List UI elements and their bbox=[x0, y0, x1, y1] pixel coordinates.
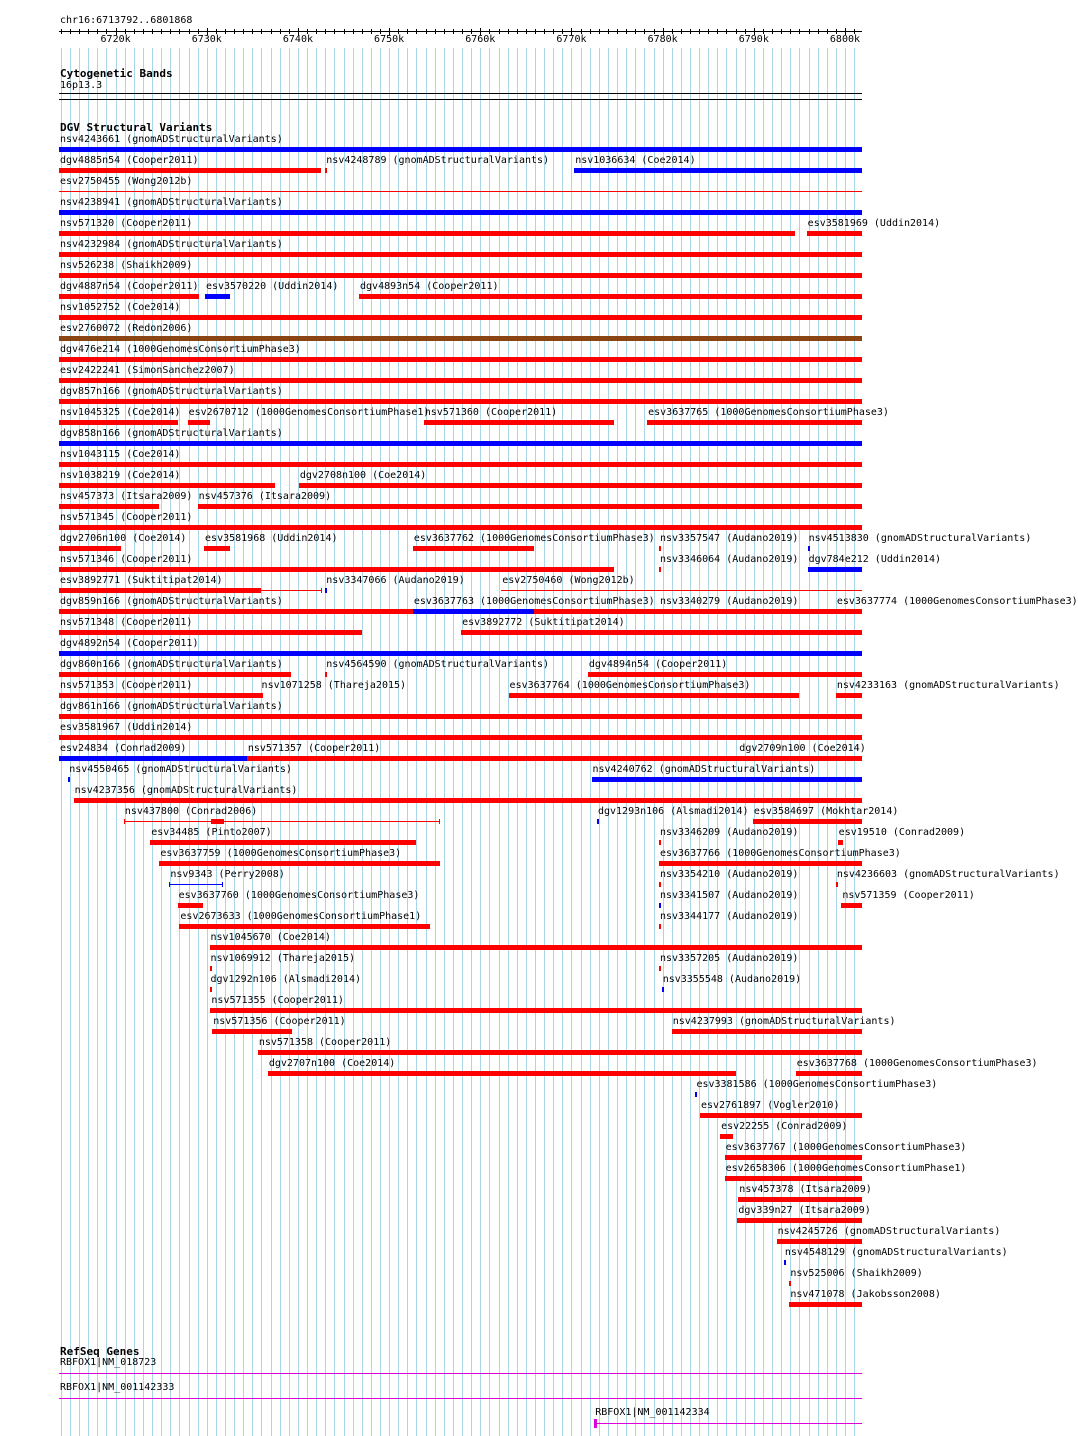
variant-label[interactable]: esv2422241 (SimonSanchez2007) bbox=[60, 365, 235, 376]
variant-bar[interactable] bbox=[841, 903, 862, 908]
variant-bar[interactable] bbox=[597, 819, 599, 824]
variant-endcap bbox=[260, 588, 261, 593]
variant-label[interactable]: dgv860n166 (gnomADStructuralVariants) bbox=[60, 659, 283, 670]
variant-label[interactable]: nsv4238941 (gnomADStructuralVariants) bbox=[60, 197, 283, 208]
variant-label[interactable]: nsv3354210 (Audano2019) bbox=[659, 869, 799, 880]
variant-label[interactable]: nsv3346064 (Audano2019) bbox=[659, 554, 799, 565]
variant-label[interactable]: nsv571346 (Cooper2011) bbox=[60, 554, 193, 565]
variant-bar[interactable] bbox=[188, 420, 211, 425]
variant-label[interactable]: esv2673633 (1000GenomesConsortiumPhase1) bbox=[180, 911, 422, 922]
variant-label[interactable]: nsv571355 (Cooper2011) bbox=[211, 995, 344, 1006]
variant-endcap bbox=[798, 693, 799, 698]
variant-bar[interactable] bbox=[212, 1029, 291, 1034]
variant-label[interactable]: esv3637759 (1000GenomesConsortiumPhase3) bbox=[160, 848, 402, 859]
variant-bar[interactable] bbox=[738, 1197, 862, 1202]
variant-label[interactable]: esv3637767 (1000GenomesConsortiumPhase3) bbox=[725, 1142, 967, 1153]
variant-bar[interactable] bbox=[210, 966, 212, 971]
variant-endcap bbox=[178, 903, 179, 908]
cytoband-bar-bottom bbox=[59, 99, 862, 100]
variant-bar[interactable] bbox=[659, 903, 661, 908]
variant-label[interactable]: nsv1045325 (Coe2014) bbox=[60, 407, 181, 418]
variant-endcap bbox=[439, 819, 440, 824]
variant-bar[interactable] bbox=[68, 777, 70, 782]
variant-bar[interactable] bbox=[662, 987, 664, 992]
variant-label[interactable]: nsv1036634 (Coe2014) bbox=[575, 155, 696, 166]
locus-label: chr16:6713792..6801868 bbox=[60, 15, 193, 26]
variant-bar[interactable] bbox=[808, 567, 862, 572]
variant-label[interactable]: dgv859n166 (gnomADStructuralVariants) bbox=[60, 596, 283, 607]
variant-bar[interactable] bbox=[325, 168, 327, 173]
variant-bar[interactable] bbox=[299, 483, 862, 488]
variant-label[interactable]: esv3584697 (Mokhtar2014) bbox=[753, 806, 899, 817]
variant-bar[interactable] bbox=[700, 1113, 862, 1118]
variant-label[interactable]: esv2750455 (Wong2012b) bbox=[60, 176, 193, 187]
variant-bar[interactable] bbox=[159, 861, 440, 866]
variant-bar[interactable] bbox=[59, 714, 862, 719]
variant-label[interactable]: nsv3355548 (Audano2019) bbox=[662, 974, 802, 985]
variant-label[interactable]: esv2760072 (Redon2006) bbox=[60, 323, 193, 334]
variant-label[interactable]: dgv1292n106 (Alsmadi2014) bbox=[210, 974, 362, 985]
variant-label[interactable]: esv3637760 (1000GenomesConsortiumPhase3) bbox=[178, 890, 420, 901]
variant-bar[interactable] bbox=[59, 336, 862, 341]
variant-bar[interactable] bbox=[501, 590, 862, 591]
variant-bar[interactable] bbox=[836, 693, 862, 698]
variant-bar[interactable] bbox=[268, 1071, 737, 1076]
variant-label[interactable]: nsv3357205 (Audano2019) bbox=[659, 953, 799, 964]
variant-bar[interactable] bbox=[59, 315, 862, 320]
variant-bar[interactable] bbox=[211, 819, 224, 824]
dgv-track-title: DGV Structural Variants bbox=[60, 121, 213, 134]
gene-label[interactable]: RBFOX1|NM_018723 bbox=[60, 1357, 157, 1368]
variant-bar[interactable] bbox=[592, 777, 862, 782]
variant-label[interactable]: esv2761897 (Vogler2010) bbox=[701, 1100, 840, 1111]
variant-bar[interactable] bbox=[59, 567, 614, 572]
variant-bar[interactable] bbox=[659, 567, 661, 572]
variant-endcap bbox=[321, 588, 322, 593]
variant-label[interactable]: nsv4548129 (gnomADStructuralVariants) bbox=[784, 1247, 1008, 1258]
variant-bar[interactable] bbox=[258, 1050, 862, 1055]
variant-label[interactable]: nsv571345 (Cooper2011) bbox=[60, 512, 193, 523]
variant-bar[interactable] bbox=[59, 399, 862, 404]
variant-bar[interactable] bbox=[647, 420, 862, 425]
variant-bar[interactable] bbox=[59, 231, 795, 236]
variant-bar[interactable] bbox=[509, 693, 800, 698]
variant-bar[interactable] bbox=[59, 210, 862, 215]
ruler-tick-label: 6790k bbox=[738, 34, 769, 45]
variant-bar[interactable] bbox=[672, 1029, 862, 1034]
variant-label[interactable]: nsv3344177 (Audano2019) bbox=[659, 911, 799, 922]
variant-label[interactable]: esv19510 (Conrad2009) bbox=[838, 827, 966, 838]
variant-label[interactable]: nsv9343 (Perry2008) bbox=[170, 869, 285, 880]
variant-label[interactable]: esv3381586 (1000GenomesConsortiumPhase3) bbox=[696, 1079, 938, 1090]
variant-bar[interactable] bbox=[59, 651, 862, 656]
ruler-tick-label: 6730k bbox=[191, 34, 222, 45]
variant-bar[interactable] bbox=[59, 191, 862, 192]
gene-line[interactable] bbox=[59, 1398, 862, 1399]
variant-label[interactable]: dgv4885n54 (Cooper2011) bbox=[60, 155, 199, 166]
variant-bar[interactable] bbox=[59, 294, 199, 299]
variant-label[interactable]: esv3637765 (1000GenomesConsortiumPhase3) bbox=[648, 407, 889, 418]
variant-bar[interactable] bbox=[59, 483, 275, 488]
variant-bar[interactable] bbox=[359, 294, 862, 299]
variant-bar[interactable] bbox=[737, 1218, 862, 1223]
variant-label[interactable]: dgv2708n100 (Coe2014) bbox=[299, 470, 427, 481]
variant-bar[interactable] bbox=[59, 168, 321, 173]
variant-label[interactable]: esv3637764 (1000GenomesConsortiumPhase3) bbox=[509, 680, 751, 691]
variant-endcap bbox=[124, 819, 125, 824]
ruler-tick-label: 6770k bbox=[556, 34, 587, 45]
variant-bar[interactable] bbox=[204, 546, 230, 551]
variant-bar[interactable] bbox=[59, 525, 862, 530]
variant-label[interactable]: nsv4232984 (gnomADStructuralVariants) bbox=[60, 239, 283, 250]
ruler-tick-label: 6800k bbox=[829, 34, 861, 45]
variant-label[interactable]: nsv1045670 (Coe2014) bbox=[210, 932, 331, 943]
variant-endcap bbox=[439, 861, 440, 866]
variant-label[interactable]: nsv4240762 (gnomADStructuralVariants) bbox=[592, 764, 816, 775]
variant-bar[interactable] bbox=[836, 882, 838, 887]
variant-bar[interactable] bbox=[261, 693, 263, 698]
variant-label[interactable]: nsv4248789 (gnomADStructuralVariants) bbox=[326, 155, 550, 166]
variant-bar[interactable] bbox=[59, 273, 862, 278]
variant-bar[interactable] bbox=[59, 756, 247, 761]
variant-endcap bbox=[509, 693, 510, 698]
variant-label[interactable]: esv3637763 (1000GenomesConsortiumPhase3) bbox=[413, 596, 655, 607]
variant-label[interactable]: nsv4237993 (gnomADStructuralVariants) bbox=[672, 1016, 896, 1027]
variant-bar[interactable] bbox=[59, 546, 121, 551]
variant-label[interactable]: dgv2707n100 (Coe2014) bbox=[268, 1058, 396, 1069]
variant-label[interactable]: nsv4564590 (gnomADStructuralVariants) bbox=[326, 659, 550, 670]
cytoband-bar-top bbox=[59, 93, 862, 94]
variant-label[interactable]: dgv857n166 (gnomADStructuralVariants) bbox=[60, 386, 283, 397]
variant-label[interactable]: nsv3340279 (Audano2019) bbox=[659, 596, 799, 607]
variant-label[interactable]: nsv457373 (Itsara2009) bbox=[60, 491, 193, 502]
variant-label[interactable]: esv3570220 (Uddin2014) bbox=[205, 281, 339, 292]
variant-bar[interactable] bbox=[59, 420, 178, 425]
variant-bar[interactable] bbox=[659, 882, 661, 887]
variant-label[interactable]: nsv4236603 (gnomADStructuralVariants) bbox=[836, 869, 1060, 880]
variant-bar[interactable] bbox=[59, 357, 862, 362]
variant-bar[interactable] bbox=[725, 1155, 862, 1160]
variant-bar[interactable] bbox=[179, 924, 430, 929]
variant-label[interactable]: nsv3347066 (Audano2019) bbox=[326, 575, 465, 586]
variant-bar[interactable] bbox=[59, 735, 862, 740]
variant-bar[interactable] bbox=[59, 672, 291, 677]
ruler-tick-label: 6750k bbox=[374, 34, 405, 45]
gene-line[interactable] bbox=[594, 1423, 862, 1424]
variant-bar[interactable] bbox=[74, 798, 862, 803]
variant-label[interactable]: dgv1293n106 (Alsmadi2014) bbox=[597, 806, 749, 817]
variant-bar[interactable] bbox=[205, 294, 231, 299]
variant-label[interactable]: nsv1052752 (Coe2014) bbox=[60, 302, 181, 313]
variant-label[interactable]: nsv571348 (Cooper2011) bbox=[60, 617, 193, 628]
variant-bar[interactable] bbox=[777, 1239, 862, 1244]
variant-label[interactable]: esv22255 (Conrad2009) bbox=[721, 1121, 848, 1132]
variant-bar[interactable] bbox=[836, 609, 862, 614]
variant-label[interactable]: esv3892771 (Suktitipat2014) bbox=[60, 575, 223, 586]
variant-label[interactable]: esv2670712 (1000GenomesConsortiumPhase1) bbox=[188, 407, 430, 418]
variant-bar[interactable] bbox=[807, 231, 862, 236]
variant-bar[interactable] bbox=[150, 840, 415, 845]
variant-label[interactable]: esv3637774 (1000GenomesConsortiumPhase3) bbox=[836, 596, 1078, 607]
variant-label[interactable]: dgv861n166 (gnomADStructuralVariants) bbox=[60, 701, 283, 712]
gene-label[interactable]: RBFOX1|NM_001142334 bbox=[595, 1407, 710, 1418]
variant-label[interactable]: esv3581968 (Uddin2014) bbox=[205, 533, 338, 544]
variant-bar[interactable] bbox=[659, 924, 661, 929]
variant-bar[interactable] bbox=[59, 147, 862, 152]
variant-label[interactable]: esv3581967 (Uddin2014) bbox=[60, 722, 193, 733]
variant-label[interactable]: nsv1043115 (Coe2014) bbox=[60, 449, 181, 460]
variant-bar[interactable] bbox=[413, 609, 534, 614]
variant-bar[interactable] bbox=[260, 590, 322, 591]
variant-label[interactable]: nsv4237356 (gnomADStructuralVariants) bbox=[74, 785, 298, 796]
variant-bar[interactable] bbox=[789, 1302, 862, 1307]
variant-bar[interactable] bbox=[796, 1071, 862, 1076]
variant-label[interactable]: nsv571357 (Cooper2011) bbox=[247, 743, 381, 754]
variant-label[interactable]: nsv571360 (Cooper2011) bbox=[424, 407, 558, 418]
variant-bar[interactable] bbox=[574, 168, 862, 173]
variant-bar[interactable] bbox=[424, 420, 615, 425]
variant-bar[interactable] bbox=[59, 588, 260, 593]
variant-bar[interactable] bbox=[169, 884, 223, 885]
variant-label[interactable]: nsv571353 (Cooper2011) bbox=[60, 680, 193, 691]
variant-bar[interactable] bbox=[659, 546, 661, 551]
variant-label[interactable]: nsv457376 (Itsara2009) bbox=[198, 491, 332, 502]
variant-bar[interactable] bbox=[659, 966, 661, 971]
variant-label[interactable]: esv24834 (Conrad2009) bbox=[60, 743, 187, 754]
variant-bar[interactable] bbox=[659, 840, 661, 845]
refseq-track-title: RefSeq Genes bbox=[60, 1345, 140, 1358]
variant-bar[interactable] bbox=[413, 546, 534, 551]
variant-label[interactable]: nsv571358 (Cooper2011) bbox=[258, 1037, 392, 1048]
variant-bar[interactable] bbox=[695, 1092, 697, 1097]
variant-label[interactable]: dgv4887n54 (Cooper2011) bbox=[60, 281, 199, 292]
variant-bar[interactable] bbox=[210, 945, 862, 950]
variant-bar[interactable] bbox=[325, 672, 327, 677]
variant-bar[interactable] bbox=[838, 840, 843, 845]
variant-bar[interactable] bbox=[659, 861, 862, 866]
variant-label[interactable]: esv3637766 (1000GenomesConsortiumPhase3) bbox=[659, 848, 901, 859]
variant-label[interactable]: nsv457378 (Itsara2009) bbox=[739, 1184, 872, 1195]
variant-label[interactable]: dgv4892n54 (Cooper2011) bbox=[60, 638, 199, 649]
variant-endcap bbox=[202, 903, 203, 908]
variant-bar[interactable] bbox=[720, 1134, 733, 1139]
variant-bar[interactable] bbox=[59, 378, 862, 383]
variant-label[interactable]: nsv3357547 (Audano2019) bbox=[659, 533, 799, 544]
variant-bar[interactable] bbox=[59, 693, 261, 698]
variant-label[interactable]: nsv526238 (Shaikh2009) bbox=[60, 260, 193, 271]
cytoband-label: 16p13.3 bbox=[60, 80, 103, 91]
variant-label[interactable]: dgv2709n100 (Coe2014) bbox=[739, 743, 866, 754]
variant-bar[interactable] bbox=[534, 609, 862, 614]
variant-label[interactable]: esv34485 (Pinto2007) bbox=[151, 827, 272, 838]
ruler-tick-label: 6740k bbox=[282, 34, 313, 45]
variant-label[interactable]: esv2750460 (Wong2012b) bbox=[502, 575, 635, 586]
variant-label[interactable]: esv3581969 (Uddin2014) bbox=[807, 218, 941, 229]
variant-label[interactable]: nsv437800 (Conrad2006) bbox=[124, 806, 258, 817]
variant-bar[interactable] bbox=[725, 1176, 862, 1181]
variant-label[interactable]: esv3637762 (1000GenomesConsortiumPhase3) bbox=[413, 533, 655, 544]
ruler-tick-label: 6760k bbox=[465, 34, 496, 45]
variant-label[interactable]: nsv525006 (Shaikh2009) bbox=[790, 1268, 923, 1279]
gene-exon bbox=[594, 1419, 597, 1428]
variant-bar[interactable] bbox=[59, 252, 862, 257]
variant-bar[interactable] bbox=[198, 504, 862, 509]
variant-bar[interactable] bbox=[461, 630, 862, 635]
variant-label[interactable]: dgv784e212 (Uddin2014) bbox=[808, 554, 942, 565]
variant-bar[interactable] bbox=[789, 1281, 791, 1286]
variant-label[interactable]: esv3637768 (1000GenomesConsortiumPhase3) bbox=[796, 1058, 1038, 1069]
variant-label[interactable]: nsv3346209 (Audano2019) bbox=[659, 827, 799, 838]
variant-label[interactable]: dgv2706n100 (Coe2014) bbox=[60, 533, 187, 544]
variant-bar[interactable] bbox=[753, 819, 862, 824]
variant-label[interactable]: nsv1069912 (Thareja2015) bbox=[210, 953, 355, 964]
variant-label[interactable]: nsv1038219 (Coe2014) bbox=[60, 470, 181, 481]
variant-label[interactable]: dgv4893n54 (Cooper2011) bbox=[360, 281, 499, 292]
variant-bar[interactable] bbox=[210, 987, 212, 992]
variant-endcap bbox=[159, 861, 160, 866]
variant-bar[interactable] bbox=[59, 462, 862, 467]
variant-bar[interactable] bbox=[59, 441, 862, 446]
cytoband-track-title: Cytogenetic Bands bbox=[60, 67, 173, 80]
variant-bar[interactable] bbox=[659, 609, 661, 614]
variant-label[interactable]: nsv4233163 (gnomADStructuralVariants) bbox=[836, 680, 1060, 691]
variant-bar[interactable] bbox=[210, 1008, 862, 1013]
variant-bar[interactable] bbox=[588, 672, 862, 677]
variant-label[interactable]: nsv571356 (Cooper2011) bbox=[213, 1016, 346, 1027]
variant-label[interactable]: nsv3341507 (Audano2019) bbox=[659, 890, 799, 901]
variant-label[interactable]: dgv4894n54 (Cooper2011) bbox=[588, 659, 728, 670]
variant-label[interactable]: nsv571320 (Cooper2011) bbox=[60, 218, 193, 229]
variant-bar[interactable] bbox=[59, 504, 159, 509]
variant-label[interactable]: nsv4550465 (gnomADStructuralVariants) bbox=[69, 764, 292, 775]
variant-bar[interactable] bbox=[59, 609, 413, 614]
ruler-tick-label: 6720k bbox=[100, 34, 131, 45]
gene-line[interactable] bbox=[59, 1373, 862, 1374]
gene-label[interactable]: RBFOX1|NM_001142333 bbox=[60, 1382, 175, 1393]
variant-bar[interactable] bbox=[59, 630, 362, 635]
variant-label[interactable]: nsv571359 (Cooper2011) bbox=[842, 890, 975, 901]
ruler-tick-label: 6780k bbox=[647, 34, 678, 45]
variant-bar[interactable] bbox=[808, 546, 810, 551]
variant-label[interactable]: nsv471078 (Jakobsson2008) bbox=[790, 1289, 941, 1300]
variant-bar[interactable] bbox=[738, 756, 862, 761]
variant-endcap bbox=[222, 882, 223, 887]
variant-label[interactable]: dgv339n27 (Itsara2009) bbox=[738, 1205, 871, 1216]
variant-bar[interactable] bbox=[325, 588, 327, 593]
variant-label[interactable]: dgv858n166 (gnomADStructuralVariants) bbox=[60, 428, 283, 439]
variant-label[interactable]: esv2658306 (1000GenomesConsortiumPhase1) bbox=[725, 1163, 967, 1174]
variant-label[interactable]: esv3892772 (Suktitipat2014) bbox=[462, 617, 625, 628]
variant-bar[interactable] bbox=[784, 1260, 786, 1265]
variant-label[interactable]: nsv4243661 (gnomADStructuralVariants) bbox=[60, 134, 283, 145]
variant-bar[interactable] bbox=[124, 821, 440, 822]
variant-label[interactable]: nsv1071258 (Thareja2015) bbox=[261, 680, 407, 691]
variant-bar[interactable] bbox=[247, 756, 738, 761]
variant-label[interactable]: nsv4513830 (gnomADStructuralVariants) bbox=[808, 533, 1032, 544]
variant-bar[interactable] bbox=[178, 903, 204, 908]
variant-endcap bbox=[169, 882, 170, 887]
variant-label[interactable]: nsv4245726 (gnomADStructuralVariants) bbox=[777, 1226, 1001, 1237]
variant-label[interactable]: dgv476e214 (1000GenomesConsortiumPhase3) bbox=[60, 344, 301, 355]
